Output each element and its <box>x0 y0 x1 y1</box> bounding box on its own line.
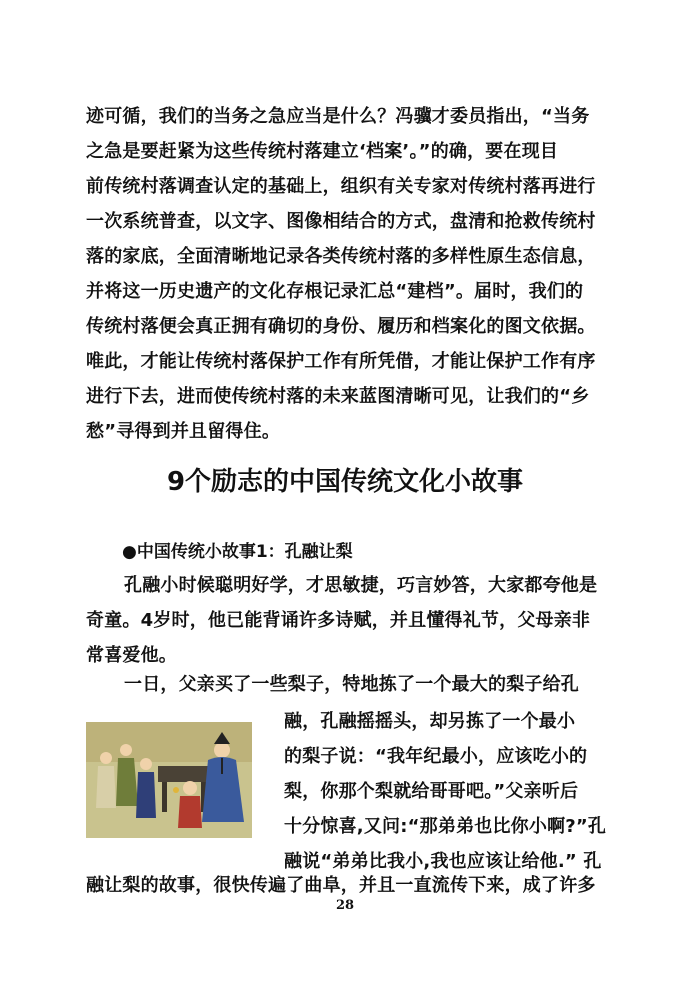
story-heading: ●中国传统小故事1：孔融让梨 <box>122 542 353 562</box>
text-line: 十分惊喜,又问:“那弟弟也比你小啊?”孔 <box>284 816 607 837</box>
text-line: 梨，你那个梨就给哥哥吧。”父亲听后 <box>284 781 579 802</box>
text-line: 并将这一历史遗产的文化存根记录汇总“建档”。届时，我们的 <box>86 281 584 302</box>
text-line: 常喜爱他。 <box>86 645 177 666</box>
wrapped-text <box>284 704 606 879</box>
text-line: 迹可循，我们的当务之急应当是什么？冯骥才委员指出，“当务 <box>86 106 590 127</box>
text-line: 奇童。4岁时，他已能背诵许多诗赋，并且懂得礼节，父母亲非 <box>86 610 591 631</box>
text-line: 一次系统普查，以文字、图像相结合的方式，盘清和抢救传统村 <box>86 211 596 232</box>
text-line: 愁”寻得到并且留得住。 <box>86 421 281 442</box>
illustration-art <box>86 722 252 838</box>
text-line: 一日，父亲买了一些梨子，特地拣了一个最大的梨子给孔 <box>124 674 579 695</box>
kong-rong-illustration <box>86 722 252 838</box>
text-line: 传统村落便会真正拥有确切的身份、履历和档案化的图文依据。 <box>86 316 596 337</box>
text-line: 之急是要赶紧为这些传统村落建立‘档案’。”的确，要在现目 <box>86 141 559 162</box>
page-number: 28 <box>335 898 355 913</box>
text-line: 融让梨的故事，很快传遍了曲阜，并且一直流传下来，成了许多 <box>86 875 596 896</box>
intro-paragraph <box>86 99 606 449</box>
story-paragraph <box>86 568 606 673</box>
text-line: 的梨子说：“我年纪最小，应该吃小的 <box>284 746 588 767</box>
text-line: 前传统村落调查认定的基础上，组织有关专家对传统村落再进行 <box>86 176 596 197</box>
story-paragraph-2 <box>86 667 579 702</box>
text-line: 进行下去，进而使传统村落的未来蓝图清晰可见，让我们的“乡 <box>86 386 590 407</box>
section-title: 9个励志的中国传统文化小故事 <box>166 467 524 497</box>
text-line: 融说“弟弟比我小,我也应该让给他.” 孔 <box>284 851 602 872</box>
text-line: 融，孔融摇摇头，却另拣了一个最小 <box>284 711 576 732</box>
text-line: 唯此，才能让传统村落保护工作有所凭借，才能让保护工作有序 <box>86 351 596 372</box>
text-line: 孔融小时候聪明好学，才思敏捷，巧言妙答，大家都夸他是 <box>124 575 598 596</box>
text-line: 落的家底，全面清晰地记录各类传统村落的多样性原生态信息， <box>86 246 596 267</box>
